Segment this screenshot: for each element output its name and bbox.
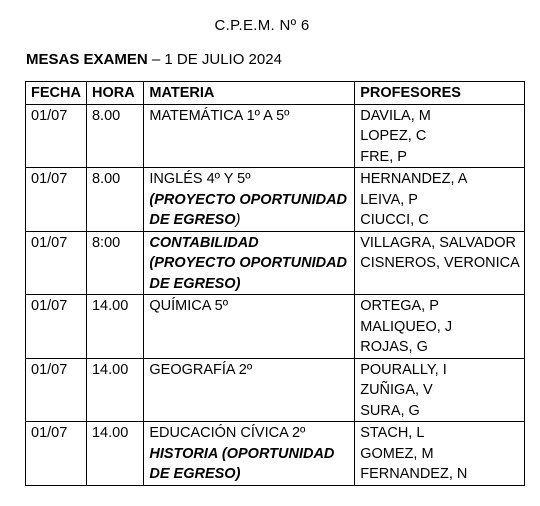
- cell-fecha: 01/07: [26, 168, 87, 232]
- table-row: [26, 295, 525, 359]
- cell-materia: [144, 295, 355, 359]
- materia-line: CONTABILIDAD: [149, 234, 259, 251]
- exam-heading-date: – 1 DE JULIO 2024: [147, 51, 282, 68]
- cell-materia: [144, 358, 355, 422]
- materia-fragment: DE EGRESO: [149, 212, 236, 228]
- profesor-name: CISNEROS, VERONICA: [360, 255, 520, 271]
- materia-line: DE EGRESO): [149, 275, 241, 292]
- profesor-name: MALIQUEO, J: [360, 318, 453, 335]
- profesor-name: LOPEZ, C: [360, 128, 427, 144]
- cell-hora: 8.00: [86, 104, 143, 168]
- cell-materia: [144, 231, 355, 295]
- profesor-name: ROJAS, G: [360, 339, 428, 355]
- materia-line: (PROYECTO OPORTUNIDAD: [149, 191, 348, 208]
- exam-heading: [26, 51, 282, 68]
- materia-line: EDUCACIÓN CÍVICA 2º: [149, 425, 306, 441]
- cell-hora: 14.00: [86, 295, 143, 359]
- cell-profesores: [355, 104, 525, 168]
- cell-fecha: 01/07: [26, 422, 87, 486]
- materia-line: (PROYECTO OPORTUNIDAD: [149, 255, 348, 271]
- materia-line: GEOGRAFÍA 2º: [149, 361, 253, 378]
- table-row: [26, 358, 525, 422]
- cell-fecha: 01/07: [26, 358, 87, 422]
- column-header-hora: HORA: [86, 82, 143, 105]
- profesor-name: VILLAGRA, SALVADOR: [360, 234, 517, 251]
- cell-materia: [144, 168, 355, 232]
- profesor-name: FRE, P: [360, 148, 407, 165]
- column-header-profesores: PROFESORES: [355, 82, 525, 105]
- school-title: C.P.E.M. Nº 6: [214, 17, 310, 34]
- profesor-name: GOMEZ, M: [360, 445, 434, 462]
- cell-hora: 8:00: [86, 231, 143, 295]
- cell-fecha: 01/07: [26, 231, 87, 295]
- profesor-name: DAVILA, M: [360, 107, 431, 124]
- cell-materia: [144, 422, 355, 486]
- profesor-name: SURA, G: [360, 402, 420, 419]
- profesor-name: HERNANDEZ, A: [360, 171, 468, 187]
- cell-profesores: [355, 422, 525, 486]
- profesor-name: STACH, L: [360, 425, 425, 441]
- profesor-name: CIUCCI, C: [360, 212, 429, 228]
- table-row: [26, 168, 525, 232]
- materia-line: DE EGRESO): [149, 466, 241, 482]
- profesor-name: POURALLY, I: [360, 361, 447, 378]
- table-row: [26, 422, 525, 486]
- materia-line: HISTORIA (OPORTUNIDAD: [149, 445, 335, 462]
- cell-materia: [144, 104, 355, 168]
- materia-line-composite: [149, 210, 350, 231]
- profesor-name: ORTEGA, P: [360, 298, 439, 314]
- cell-fecha: 01/07: [26, 295, 87, 359]
- materia-line: MATEMÁTICA 1º A 5º: [149, 107, 290, 124]
- column-header-materia: MATERIA: [144, 82, 355, 105]
- cell-fecha: 01/07: [26, 104, 87, 168]
- profesor-name: LEIVA, P: [360, 191, 418, 208]
- cell-hora: 14.00: [86, 422, 143, 486]
- cell-profesores: [355, 168, 525, 232]
- cell-hora: 14.00: [86, 358, 143, 422]
- materia-line: INGLÉS 4º Y 5º: [149, 171, 251, 187]
- cell-profesores: [355, 358, 525, 422]
- exam-heading-title: MESAS EXAMEN: [26, 51, 148, 68]
- materia-fragment: ): [235, 212, 241, 228]
- cell-hora: 8.00: [86, 168, 143, 232]
- table-row: [26, 231, 525, 295]
- materia-line: QUÍMICA 5º: [149, 298, 228, 314]
- profesor-name: ZUÑIGA, V: [360, 382, 433, 398]
- table-header-row: [26, 82, 525, 105]
- cell-profesores: [355, 231, 525, 295]
- cell-profesores: [355, 295, 525, 359]
- profesor-name: FERNANDEZ, N: [360, 466, 468, 482]
- table-row: [26, 104, 525, 168]
- exam-schedule-table: [25, 81, 525, 486]
- column-header-fecha: FECHA: [26, 82, 87, 105]
